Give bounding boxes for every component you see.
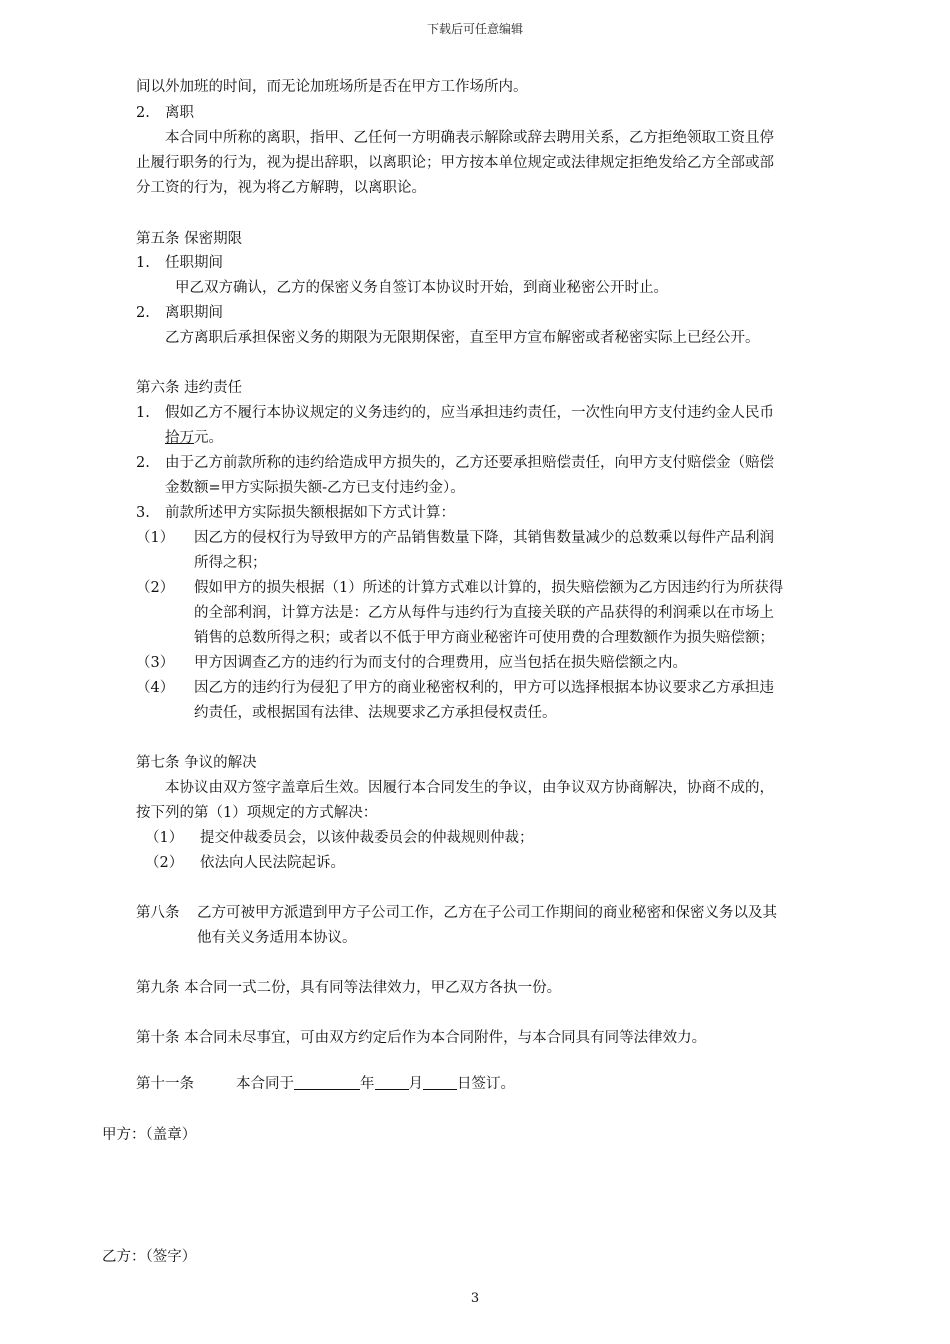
item-number: 3. (136, 505, 150, 521)
item-text: 金数额=甲方实际损失额-乙方已支付违约金）。 (165, 480, 465, 496)
subitem-text: 所得之积； (194, 555, 267, 571)
day-label: 日签订。 (457, 1076, 515, 1092)
subitem-text: 的全部利润，计算方法是：乙方从每件与违约行为直接关联的产品获得的利润乘以在市场上 (194, 605, 774, 621)
article-7-heading: 第七条 争议的解决 (136, 755, 257, 771)
article-6-heading: 第六条 违约责任 (136, 380, 243, 396)
article-5-heading: 第五条 保密期限 (136, 231, 243, 247)
item-number: 1. (136, 255, 150, 271)
paragraph-line: 按下列的第（1）项规定的方式解决： (136, 805, 378, 821)
page-header: 下载后可任意编辑 (426, 22, 523, 36)
year-label: 年 (360, 1076, 375, 1092)
continuation-text: 间以外加班的时间，而无论加班场所是否在甲方工作场所内。 (136, 79, 528, 95)
option-number: （2） (145, 855, 184, 871)
party-b-signature: 乙方：（签字） (102, 1249, 197, 1265)
month-blank[interactable] (375, 1075, 409, 1090)
item-title-resignation: 离职 (165, 105, 194, 121)
item-text: 甲乙双方确认，乙方的保密义务自签订本协议时开始，到商业秘密公开时止。 (175, 280, 668, 296)
year-blank[interactable] (294, 1075, 360, 1090)
subitem-number: （3） (136, 655, 175, 671)
article-9: 第九条 本合同一式二份，具有同等法律效力，甲乙双方各执一份。 (136, 980, 562, 996)
item-title: 离职期间 (165, 305, 223, 321)
item-text: 假如乙方不履行本协议规定的义务违约的，应当承担违约责任，一次性向甲方支付违约金人民币 (165, 405, 774, 421)
day-blank[interactable] (423, 1075, 457, 1090)
subitem-text: 甲方因调查乙方的违约行为而支付的合理费用，应当包括在损失赔偿额之内。 (194, 655, 687, 671)
article-8-text: 乙方可被甲方派遣到甲方子公司工作，乙方在子公司工作期间的商业秘密和保密义务以及其 (197, 905, 777, 921)
option-text: 提交仲裁委员会，以该仲裁委员会的仲裁规则仲裁； (200, 830, 534, 846)
article-11-label: 第十一条 (136, 1076, 194, 1092)
article-10: 第十条 本合同未尽事宜，可由双方约定后作为本合同附件，与本合同具有同等法律效力。 (136, 1030, 707, 1046)
subitem-text: 假如甲方的损失根据（1）所述的计算方式难以计算的，损失赔偿额为乙方因违约行为所获得 (194, 580, 784, 596)
subitem-number: （4） (136, 680, 175, 696)
item-number: 2. (136, 455, 150, 471)
paragraph-line: 止履行职务的行为，视为提出辞职，以离职论；甲方按本单位规定或法律规定拒绝发给乙方全部或部 (136, 155, 774, 171)
date-prefix: 本合同于 (236, 1076, 294, 1092)
subitem-number: （2） (136, 580, 175, 596)
subitem-number: （1） (136, 530, 175, 546)
item-text-cont (165, 429, 223, 447)
subitem-text: 销售的总数所得之积；或者以不低于甲方商业秘密许可使用费的合理数额作为损失赔偿额； (194, 630, 774, 646)
item-number: 2. (136, 105, 150, 121)
page-number: 3 (470, 1291, 480, 1306)
paragraph-line: 本合同中所称的离职，指甲、乙任何一方明确表示解除或辞去聘用关系，乙方拒绝领取工资且停 (165, 130, 774, 146)
penalty-amount: 拾万 (165, 430, 194, 446)
paragraph-line: 分工资的行为，视为将乙方解聘，以离职论。 (136, 180, 426, 196)
paragraph-line: 本协议由双方签字盖章后生效。因履行本合同发生的争议，由争议双方协商解决，协商不成的， (165, 780, 774, 796)
item-number: 2. (136, 305, 150, 321)
item-text: 乙方离职后承担保密义务的期限为无限期保密，直至甲方宣布解密或者秘密实际上已经公开。 (165, 330, 760, 346)
month-label: 月 (408, 1076, 423, 1092)
article-8-text: 他有关义务适用本协议。 (197, 930, 357, 946)
option-number: （1） (145, 830, 184, 846)
subitem-text: 因乙方的侵权行为导致甲方的产品销售数量下降，其销售数量减少的总数乘以每件产品利润 (194, 530, 774, 546)
item-title: 任职期间 (165, 255, 223, 271)
subitem-text: 约责任，或根据国有法律、法规要求乙方承担侵权责任。 (194, 705, 557, 721)
item-text: 前款所述甲方实际损失额根据如下方式计算： (165, 505, 455, 521)
article-11-line (236, 1075, 515, 1093)
subitem-text: 因乙方的违约行为侵犯了甲方的商业秘密权利的，甲方可以选择根据本协议要求乙方承担违 (194, 680, 774, 696)
item-number: 1. (136, 405, 150, 421)
item-text-rest: 元。 (194, 430, 223, 446)
option-text: 依法向人民法院起诉。 (200, 855, 345, 871)
article-8-label: 第八条 (136, 905, 180, 921)
party-a-seal: 甲方：（盖章） (102, 1127, 197, 1143)
item-text: 由于乙方前款所称的违约给造成甲方损失的，乙方还要承担赔偿责任，向甲方支付赔偿金（赔偿 (165, 455, 774, 471)
